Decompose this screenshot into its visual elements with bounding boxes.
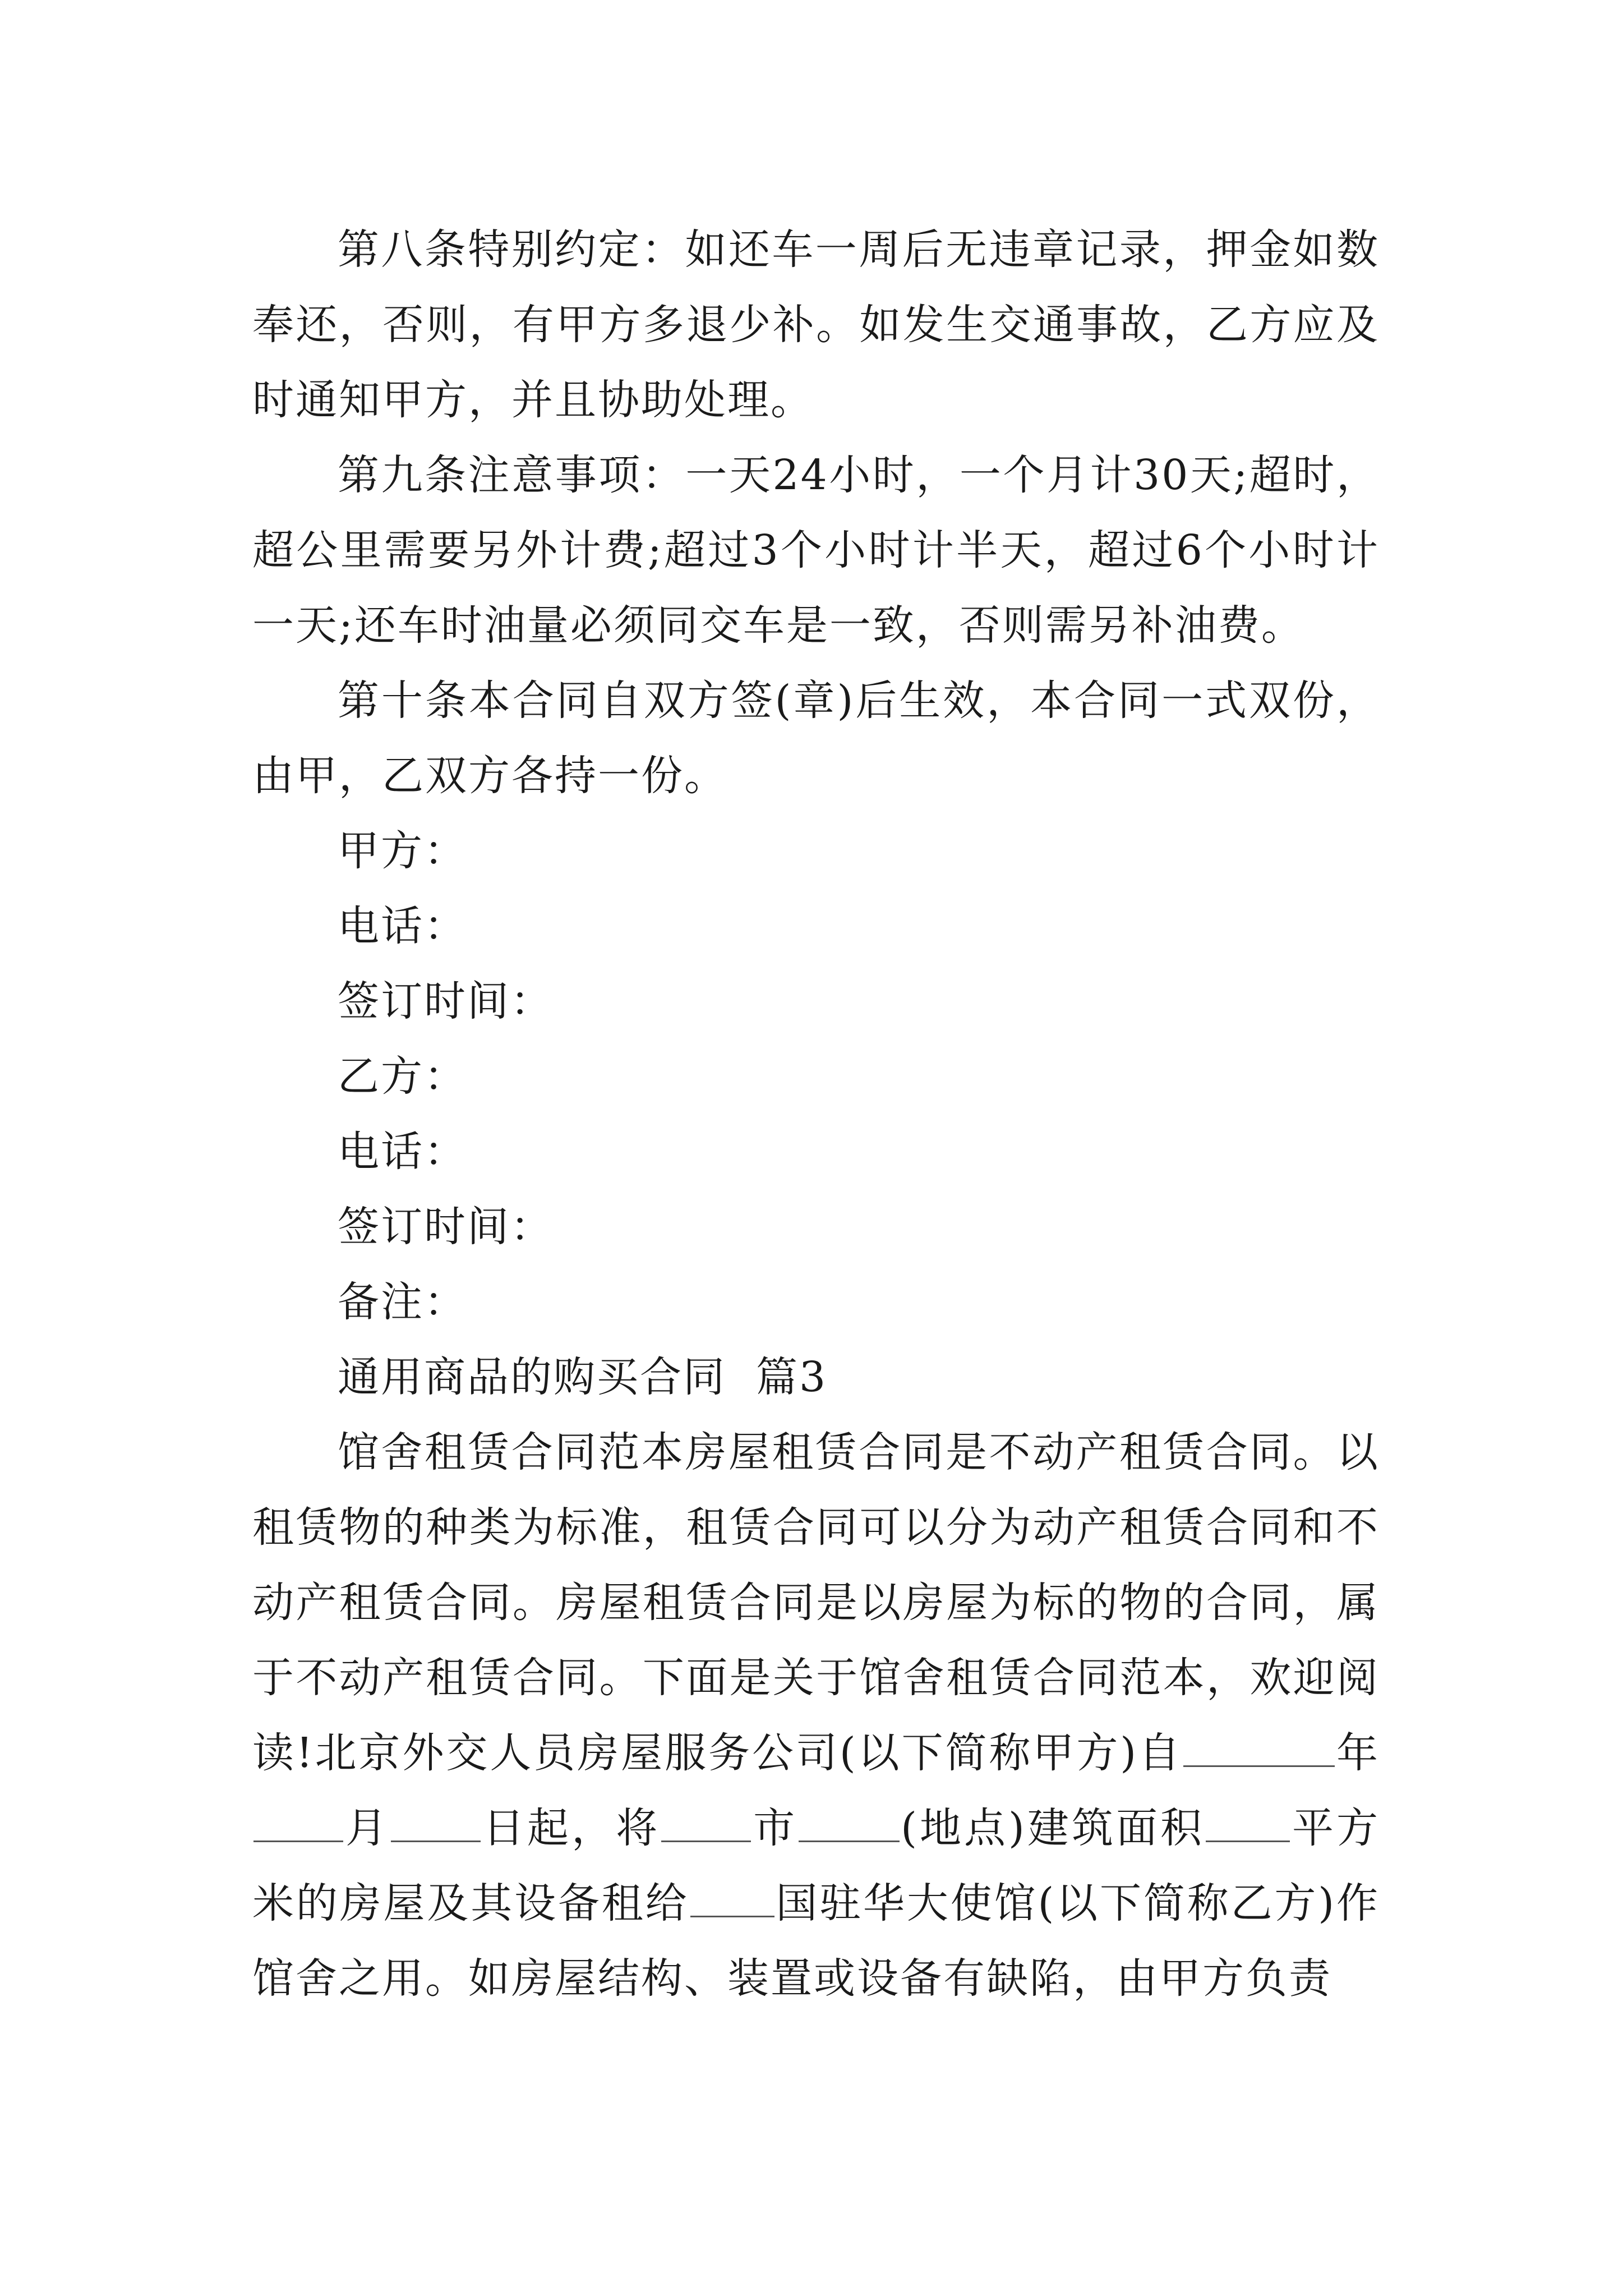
blank-location (799, 1807, 900, 1842)
phone-a-label: 电话： (338, 902, 467, 950)
blank-country (690, 1882, 774, 1917)
phone-b-label: 电话： (338, 1128, 467, 1176)
lease-intro-text: 馆舍租赁合同范本房屋租赁合同是不动产租赁合同。以租赁物的种类为标准，租赁合同可以分为动产租赁合同和不动产租赁合同。房屋租赁合同是以房屋为标的物的合同，属于不动产租赁合同。下面是关于馆舍租赁合同范本，欢迎阅读!北京外交人员房屋服务公司(以下简称甲方)自 (252, 1428, 1380, 1777)
article-8-paragraph: 第八条特别约定：如还车一周后无违章记录，押金如数奉还，否则，有甲方多退少补。如发生交通事故，乙方应及时通知甲方，并且协助处理。 (252, 226, 1380, 424)
blank-start-date (1183, 1732, 1335, 1767)
party-a-label: 甲方： (338, 827, 467, 875)
lease-city-text: 市 (752, 1804, 798, 1852)
remark-label: 备注： (338, 1278, 467, 1326)
lease-paragraph (252, 1415, 1380, 2016)
blank-area (1206, 1807, 1290, 1842)
party-b-label: 乙方： (338, 1052, 467, 1101)
signing-date-a-label: 签订时间： (338, 977, 554, 1025)
document-page (252, 212, 1380, 2016)
article-10-paragraph: 第十条本合同自双方签(章)后生效，本合同一式双份，由甲，乙双方各持一份。 (252, 677, 1380, 800)
lease-location-text: (地点)建筑面积 (901, 1804, 1205, 1852)
section-title: 通用商品的购买合同 篇3 (338, 1353, 828, 1401)
lease-day-text: 日起，将 (482, 1804, 661, 1852)
blank-city (661, 1807, 751, 1842)
article-9-paragraph: 第九条注意事项：一天24小时，一个月计30天;超时，超公里需要另外计费;超过3个小时计半天，超过6个小时计一天;还车时油量必须同交车是一致，否则需另补油费。 (252, 451, 1380, 650)
blank-day (391, 1807, 481, 1842)
lease-month-text: 月 (344, 1804, 390, 1852)
signature-block (252, 813, 1380, 1340)
lease-year-text: 年 (1336, 1729, 1380, 1777)
signing-date-b-label: 签订时间： (338, 1203, 554, 1251)
blank-month (253, 1807, 343, 1842)
lease-sqm-text: 平方米的房屋及其设备租给 (252, 1804, 1380, 1927)
lease-embassy-text: 国驻华大使馆(以下简称乙方)作馆舍之用。如房屋结构、装置或设备有缺陷，由甲方负责 (252, 1879, 1380, 2003)
